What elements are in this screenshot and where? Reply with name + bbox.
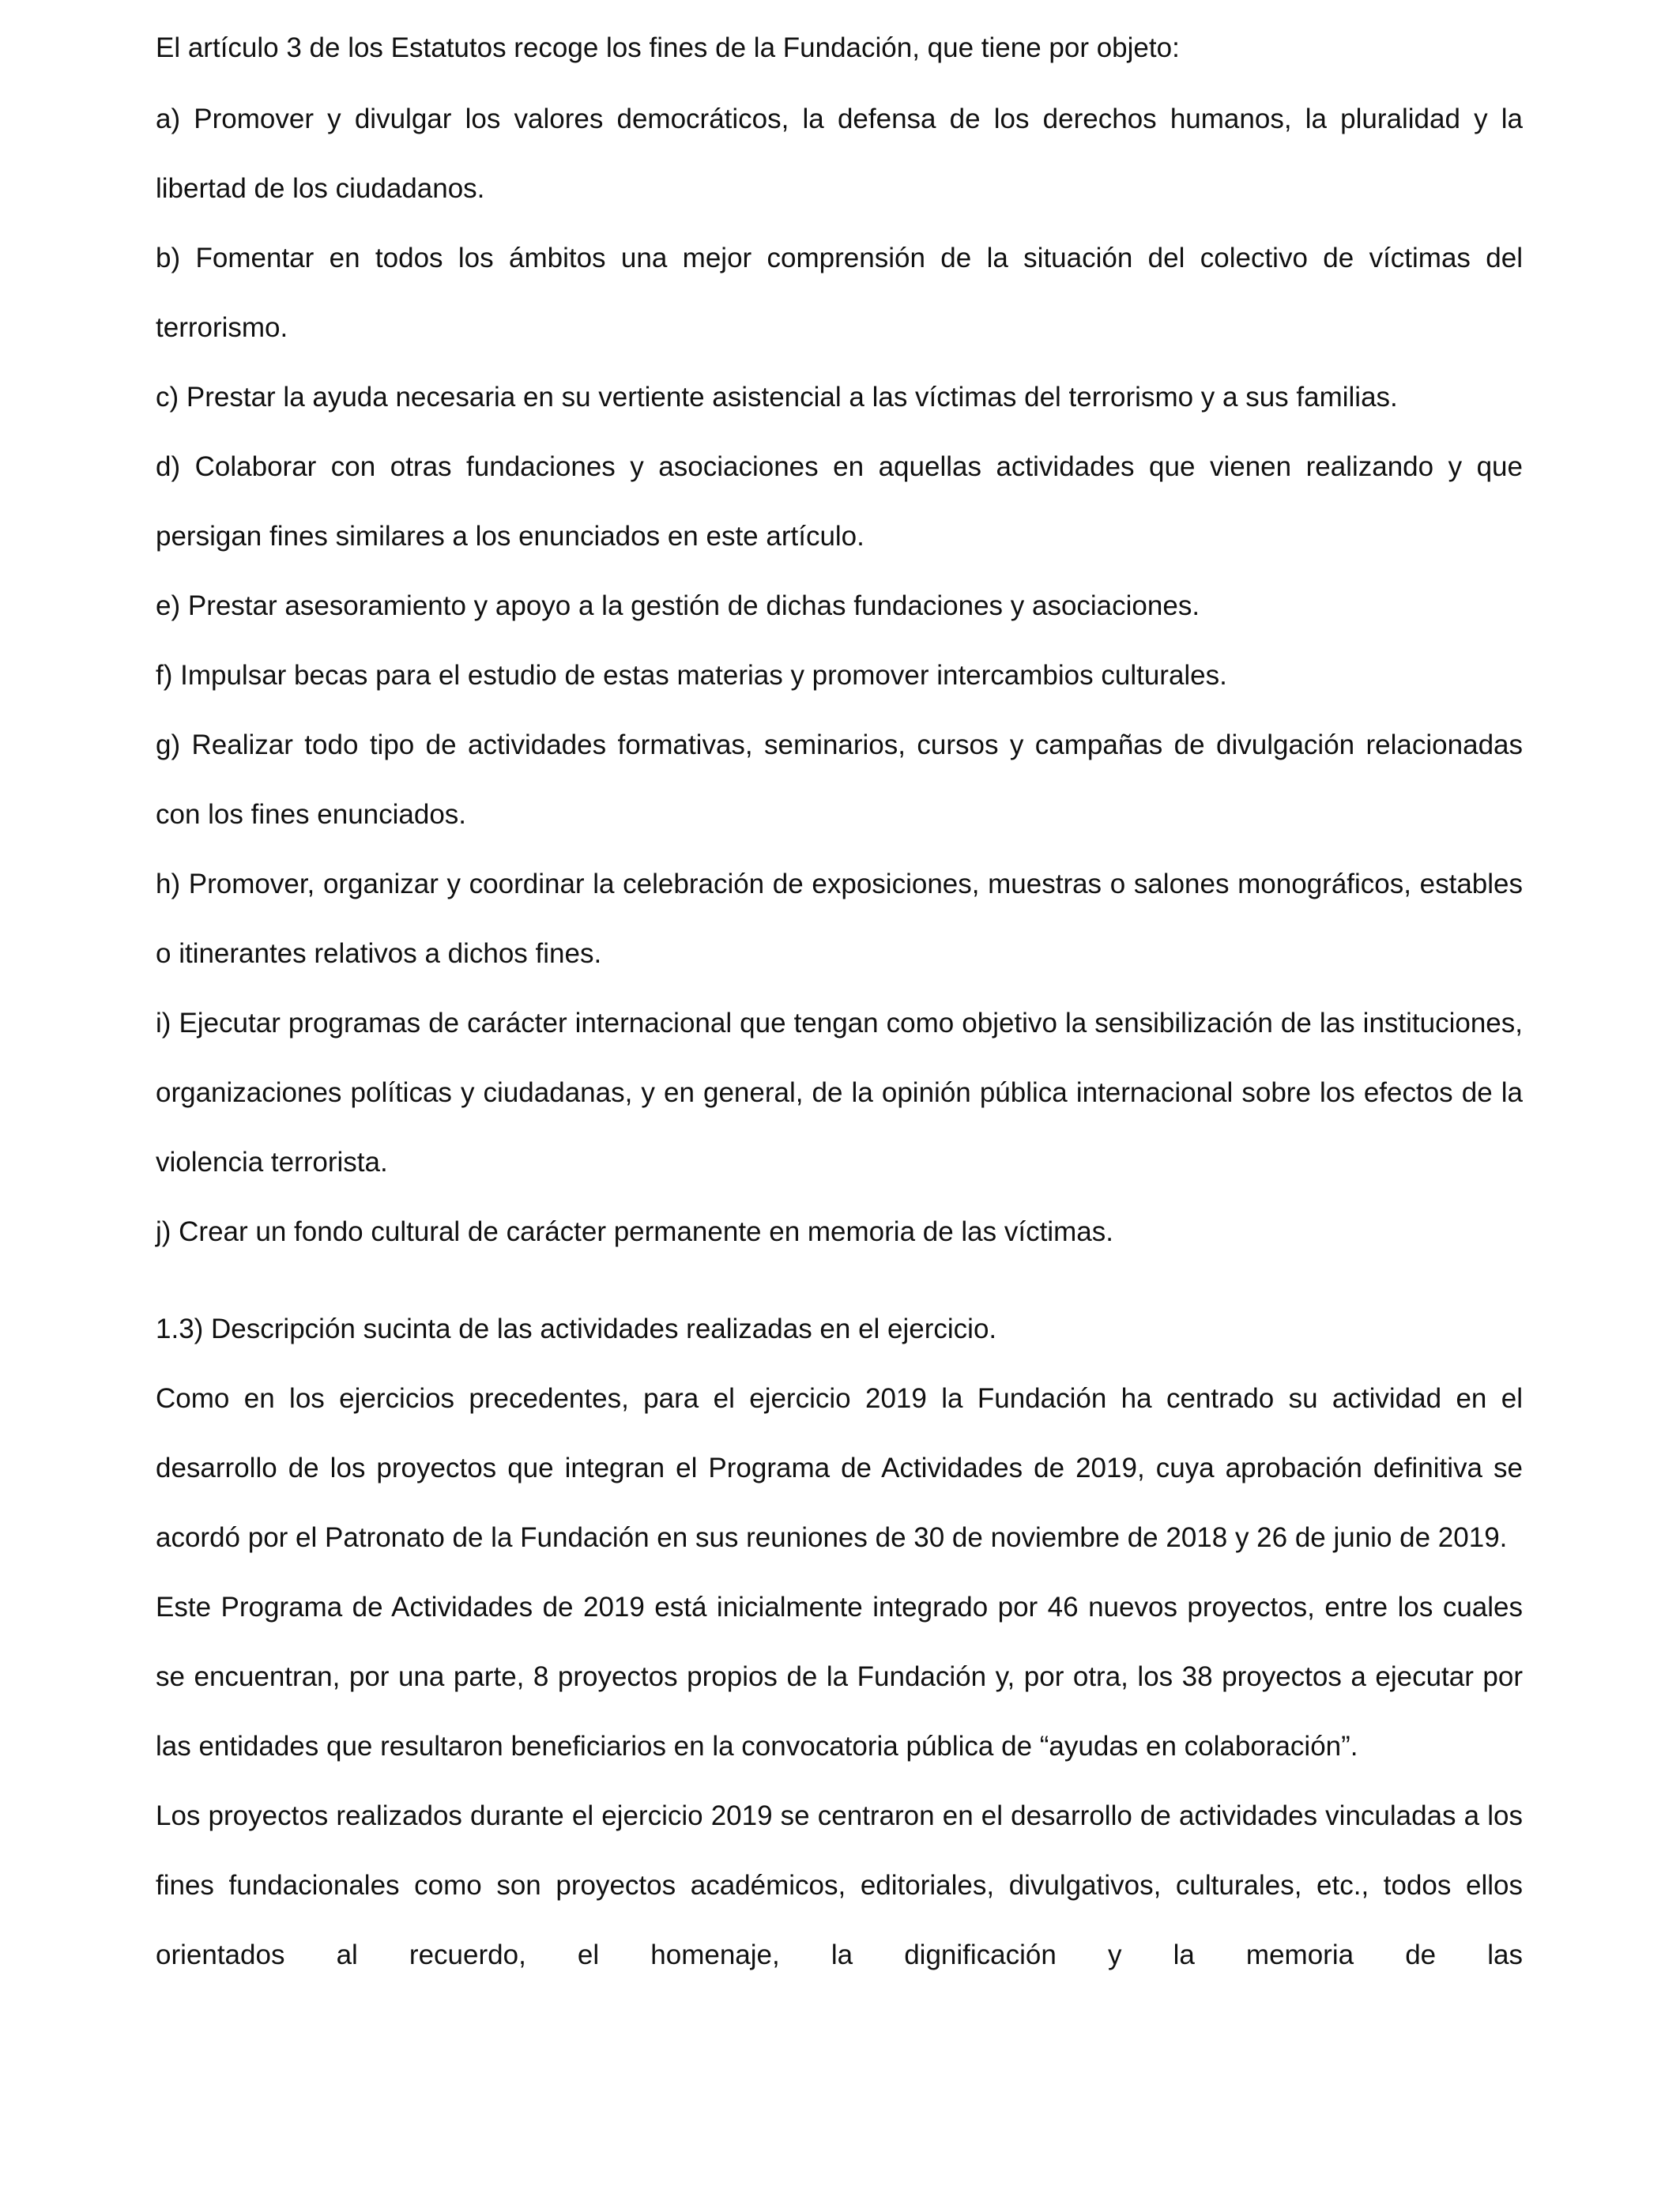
body-paragraph-1: Como en los ejercicios precedentes, para el ejercicio 2019 la Fundación ha centrado su actividad en el desarrollo de los proyectos que integran el Programa de Actividades de 2019, cuya aprobación definitiva se acordó por el Patronato de la Fundación en sus reuniones de 30 de noviembre de 2018 y 26 de junio de 2019. (156, 1383, 1523, 1553)
list-item-c: c) Prestar la ayuda necesaria en su vertiente asistencial a las víctimas del terrorismo y a sus familias. (156, 382, 1398, 413)
list-item-e: e) Prestar asesoramiento y apoyo a la gestión de dichas fundaciones y asociaciones. (156, 590, 1200, 621)
list-item-h: h) Promover, organizar y coordinar la celebración de exposiciones, muestras o salones monográficos, estables o itinerantes relativos a dichos fines. (156, 869, 1523, 969)
list-item-j: j) Crear un fondo cultural de carácter permanente en memoria de las víctimas. (156, 1216, 1113, 1247)
list-item-b: b) Fomentar en todos los ámbitos una mejor comprensión de la situación del colectivo de víctimas del terrorismo. (156, 243, 1523, 343)
body-paragraph-3: Los proyectos realizados durante el ejercicio 2019 se centraron en el desarrollo de actividades vinculadas a los fines fundacionales como son proyectos académicos, editoriales, divulgativos, culturales, etc., todos ellos orientados al recuerdo, el homenaje, la dignificación y la memoria de las (156, 1800, 1523, 1970)
list-item-d: d) Colaborar con otras fundaciones y asociaciones en aquellas actividades que vienen realizando y que persigan fines similares a los enunciados en este artículo. (156, 451, 1523, 552)
list-item-f: f) Impulsar becas para el estudio de estas materias y promover intercambios culturales. (156, 660, 1227, 691)
list-item-g: g) Realizar todo tipo de actividades formativas, seminarios, cursos y campañas de divulgación relacionadas con los fines enunciados. (156, 729, 1523, 830)
list-item-a: a) Promover y divulgar los valores democráticos, la defensa de los derechos humanos, la pluralidad y la libertad de los ciudadanos. (156, 104, 1523, 204)
text-column (156, 0, 1523, 1990)
list-item-i: i) Ejecutar programas de carácter internacional que tengan como objetivo la sensibilización de las instituciones, organizaciones políticas y ciudadanas, y en general, de la opinión pública internacional sobre los efectos de la violencia terrorista. (156, 1008, 1523, 1178)
section-heading: 1.3) Descripción sucinta de las actividades realizadas en el ejercicio. (156, 1314, 997, 1344)
intro-paragraph: El artículo 3 de los Estatutos recoge los fines de la Fundación, que tiene por objeto: (156, 32, 1180, 63)
body-paragraph-2: Este Programa de Actividades de 2019 está inicialmente integrado por 46 nuevos proyectos, entre los cuales se encuentran, por una parte, 8 proyectos propios de la Fundación y, por otra, los 38 proyectos a ejecutar por las entidades que resultaron beneficiarios en la convocatoria pública de “ayudas en colaboración”. (156, 1592, 1523, 1762)
fines-list (156, 85, 1523, 1267)
